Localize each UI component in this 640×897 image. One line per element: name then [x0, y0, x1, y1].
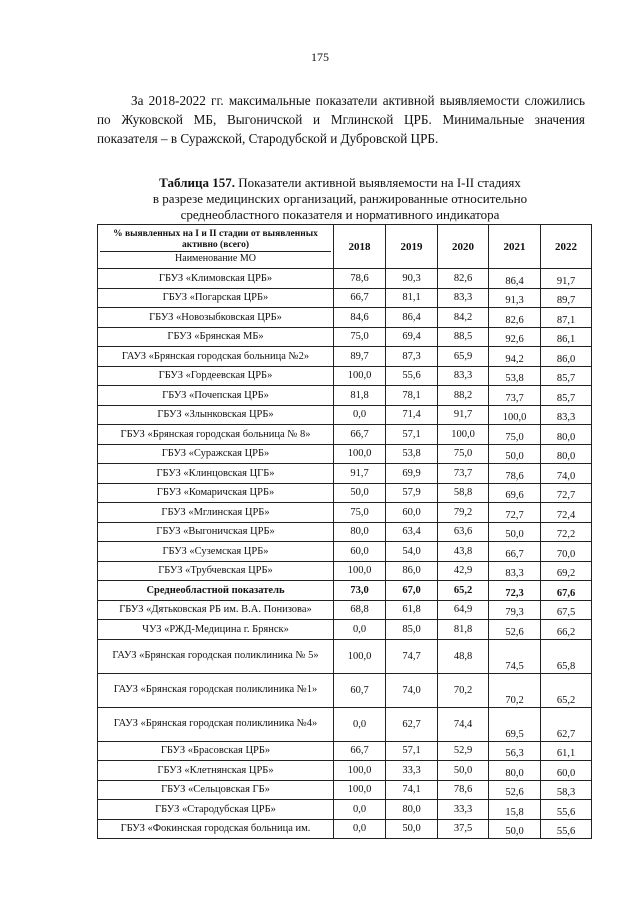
value-cell: 89,7 — [334, 347, 386, 367]
mo-name-cell: ГБУЗ «Суземская ЦРБ» — [98, 542, 334, 562]
value-cell: 50,0 — [489, 819, 541, 839]
value-cell: 86,0 — [386, 561, 438, 581]
value-cell: 87,1 — [541, 308, 592, 328]
table-row — [98, 269, 592, 289]
value-cell: 74,5 — [489, 639, 541, 673]
value-cell: 52,6 — [489, 620, 541, 640]
value-cell: 66,2 — [541, 620, 592, 640]
table-row — [98, 707, 592, 741]
caption-label: Таблица 157. — [159, 175, 235, 190]
value-cell: 84,2 — [438, 308, 489, 328]
value-cell: 100,0 — [438, 425, 489, 445]
caption-line-2: в разрезе медицинских организаций, ранжированные относительно — [152, 191, 528, 206]
value-cell: 57,1 — [386, 425, 438, 445]
value-cell: 86,4 — [386, 308, 438, 328]
mo-name-cell: ГБУЗ «Выгоничская ЦРБ» — [98, 522, 334, 542]
value-cell: 86,1 — [541, 327, 592, 347]
value-cell: 56,3 — [489, 741, 541, 761]
header-label-cell — [98, 225, 334, 269]
table-row — [98, 288, 592, 308]
value-cell: 92,6 — [489, 327, 541, 347]
page-number: 175 — [311, 50, 329, 64]
value-cell: 91,7 — [438, 405, 489, 425]
value-cell: 74,7 — [386, 639, 438, 673]
value-cell: 50,0 — [334, 483, 386, 503]
value-cell: 91,7 — [334, 464, 386, 484]
value-cell: 78,6 — [438, 780, 489, 800]
mo-name-cell: ГБУЗ «Фокинская городская больница им. — [98, 819, 334, 839]
table-body — [98, 269, 592, 839]
mo-name-cell: ГБУЗ «Трубчевская ЦРБ» — [98, 561, 334, 581]
value-cell: 72,4 — [541, 503, 592, 523]
value-cell: 65,2 — [541, 673, 592, 707]
value-cell: 100,0 — [334, 561, 386, 581]
value-cell: 75,0 — [334, 327, 386, 347]
mo-name-cell: ГБУЗ «Стародубская ЦРБ» — [98, 800, 334, 820]
value-cell: 15,8 — [489, 800, 541, 820]
intro-text: За 2018-2022 гг. максимальные показатели активной выявляемости сложились по Жуковской МБ, Выгоничской и Мглинской ЦРБ. Минимальные значения показателя – в Суражской, Стародубской и Дубровской ЦРБ. — [97, 93, 585, 146]
mo-name-cell: ГБУЗ «Суражская ЦРБ» — [98, 444, 334, 464]
value-cell: 75,0 — [438, 444, 489, 464]
intro-paragraph — [97, 91, 585, 148]
value-cell: 83,3 — [489, 561, 541, 581]
value-cell: 48,8 — [438, 639, 489, 673]
value-cell: 66,7 — [334, 288, 386, 308]
table-row — [98, 741, 592, 761]
table-row — [98, 425, 592, 445]
value-cell: 58,8 — [438, 483, 489, 503]
caption-line-1: Показатели активной выявляемости на I-II стадиях — [238, 175, 521, 190]
mo-name-cell: ГБУЗ «Комаричская ЦРБ» — [98, 483, 334, 503]
table-row — [98, 819, 592, 839]
value-cell: 72,7 — [489, 503, 541, 523]
value-cell: 64,9 — [438, 600, 489, 620]
value-cell: 0,0 — [334, 707, 386, 741]
table-row — [98, 327, 592, 347]
value-cell: 63,6 — [438, 522, 489, 542]
value-cell: 83,3 — [541, 405, 592, 425]
value-cell: 50,0 — [386, 819, 438, 839]
value-cell: 86,0 — [541, 347, 592, 367]
value-cell: 87,3 — [386, 347, 438, 367]
value-cell: 69,9 — [386, 464, 438, 484]
value-cell: 66,7 — [334, 741, 386, 761]
caption-line-3: среднеобластного показателя и нормативного индикатора — [180, 207, 500, 222]
value-cell: 0,0 — [334, 405, 386, 425]
value-cell: 37,5 — [438, 819, 489, 839]
mo-name-cell: ГБУЗ «Климовская ЦРБ» — [98, 269, 334, 289]
value-cell: 94,2 — [489, 347, 541, 367]
value-cell: 65,9 — [438, 347, 489, 367]
table-row — [98, 761, 592, 781]
value-cell: 69,5 — [489, 707, 541, 741]
value-cell: 0,0 — [334, 620, 386, 640]
value-cell: 50,0 — [489, 444, 541, 464]
value-cell: 79,3 — [489, 600, 541, 620]
value-cell: 57,1 — [386, 741, 438, 761]
header-label: % выявленных на I и II стадии от выявленных активно (всего) — [113, 229, 318, 250]
value-cell: 80,0 — [541, 444, 592, 464]
mo-name-cell: ГБУЗ «Брянская городская больница № 8» — [98, 425, 334, 445]
value-cell: 67,5 — [541, 600, 592, 620]
table-row — [98, 600, 592, 620]
value-cell: 43,8 — [438, 542, 489, 562]
value-cell: 85,7 — [541, 386, 592, 406]
value-cell: 52,9 — [438, 741, 489, 761]
value-cell: 71,4 — [386, 405, 438, 425]
value-cell: 74,1 — [386, 780, 438, 800]
value-cell: 86,4 — [489, 269, 541, 289]
value-cell: 78,6 — [334, 269, 386, 289]
mo-name-cell: ЧУЗ «РЖД-Медицина г. Брянск» — [98, 620, 334, 640]
value-cell: 69,6 — [489, 483, 541, 503]
value-cell: 81,8 — [438, 620, 489, 640]
table-row — [98, 780, 592, 800]
value-cell: 75,0 — [334, 503, 386, 523]
mo-name-cell: ГБУЗ «Гордеевская ЦРБ» — [98, 366, 334, 386]
value-cell: 57,9 — [386, 483, 438, 503]
value-cell: 62,7 — [386, 707, 438, 741]
header-year: 2018 — [334, 225, 386, 269]
table-row — [98, 366, 592, 386]
mo-name-cell: ГБУЗ «Новозыбковская ЦРБ» — [98, 308, 334, 328]
table-row — [98, 673, 592, 707]
mo-name-cell: Среднеобластной показатель — [98, 581, 334, 601]
value-cell: 73,7 — [489, 386, 541, 406]
value-cell: 73,0 — [334, 581, 386, 601]
value-cell: 100,0 — [334, 761, 386, 781]
value-cell: 88,2 — [438, 386, 489, 406]
table-row — [98, 483, 592, 503]
value-cell: 67,0 — [386, 581, 438, 601]
value-cell: 0,0 — [334, 819, 386, 839]
value-cell: 70,2 — [438, 673, 489, 707]
value-cell: 81,1 — [386, 288, 438, 308]
value-cell: 55,6 — [386, 366, 438, 386]
table-row — [98, 561, 592, 581]
value-cell: 75,0 — [489, 425, 541, 445]
value-cell: 100,0 — [334, 366, 386, 386]
value-cell: 50,0 — [438, 761, 489, 781]
value-cell: 83,3 — [438, 288, 489, 308]
value-cell: 33,3 — [386, 761, 438, 781]
value-cell: 53,8 — [386, 444, 438, 464]
value-cell: 69,4 — [386, 327, 438, 347]
value-cell: 60,0 — [541, 761, 592, 781]
table-row — [98, 522, 592, 542]
value-cell: 63,4 — [386, 522, 438, 542]
mo-name-cell: ГБУЗ «Клинцовская ЦГБ» — [98, 464, 334, 484]
value-cell: 66,7 — [334, 425, 386, 445]
value-cell: 74,0 — [541, 464, 592, 484]
mo-name-cell: ГБУЗ «Брянская МБ» — [98, 327, 334, 347]
value-cell: 91,7 — [541, 269, 592, 289]
value-cell: 58,3 — [541, 780, 592, 800]
value-cell: 79,2 — [438, 503, 489, 523]
value-cell: 61,1 — [541, 741, 592, 761]
value-cell: 80,0 — [541, 425, 592, 445]
value-cell: 100,0 — [334, 444, 386, 464]
value-cell: 91,3 — [489, 288, 541, 308]
value-cell: 100,0 — [489, 405, 541, 425]
value-cell: 88,5 — [438, 327, 489, 347]
table-row — [98, 800, 592, 820]
value-cell: 54,0 — [386, 542, 438, 562]
value-cell: 60,0 — [334, 542, 386, 562]
value-cell: 81,8 — [334, 386, 386, 406]
value-cell: 66,7 — [489, 542, 541, 562]
value-cell: 60,7 — [334, 673, 386, 707]
value-cell: 72,2 — [541, 522, 592, 542]
mo-name-cell: ГБУЗ «Дятьковская РБ им. В.А. Понизова» — [98, 600, 334, 620]
value-cell: 85,7 — [541, 366, 592, 386]
value-cell: 84,6 — [334, 308, 386, 328]
value-cell: 100,0 — [334, 639, 386, 673]
value-cell: 89,7 — [541, 288, 592, 308]
value-cell: 60,0 — [386, 503, 438, 523]
table-row — [98, 503, 592, 523]
value-cell: 80,0 — [334, 522, 386, 542]
value-cell: 72,7 — [541, 483, 592, 503]
value-cell: 100,0 — [334, 780, 386, 800]
value-cell: 74,0 — [386, 673, 438, 707]
mo-name-cell: ГАУЗ «Брянская городская поликлиника №4» — [98, 707, 334, 741]
table-row — [98, 542, 592, 562]
header-sub-label: Наименование МО — [100, 251, 331, 264]
header-year: 2020 — [438, 225, 489, 269]
value-cell: 55,6 — [541, 819, 592, 839]
table-row — [98, 464, 592, 484]
value-cell: 65,2 — [438, 581, 489, 601]
header-year: 2021 — [489, 225, 541, 269]
value-cell: 68,8 — [334, 600, 386, 620]
value-cell: 62,7 — [541, 707, 592, 741]
value-cell: 55,6 — [541, 800, 592, 820]
value-cell: 73,7 — [438, 464, 489, 484]
value-cell: 70,2 — [489, 673, 541, 707]
value-cell: 82,6 — [489, 308, 541, 328]
value-cell: 67,6 — [541, 581, 592, 601]
value-cell: 0,0 — [334, 800, 386, 820]
value-cell: 83,3 — [438, 366, 489, 386]
table-row — [98, 386, 592, 406]
value-cell: 78,6 — [489, 464, 541, 484]
value-cell: 82,6 — [438, 269, 489, 289]
mo-name-cell: ГАУЗ «Брянская городская поликлиника №1» — [98, 673, 334, 707]
value-cell: 33,3 — [438, 800, 489, 820]
table-row — [98, 405, 592, 425]
table-row — [98, 639, 592, 673]
mo-name-cell: ГАУЗ «Брянская городская поликлиника № 5» — [98, 639, 334, 673]
value-cell: 90,3 — [386, 269, 438, 289]
header-year: 2022 — [541, 225, 592, 269]
value-cell: 85,0 — [386, 620, 438, 640]
value-cell: 74,4 — [438, 707, 489, 741]
table-caption — [95, 175, 585, 223]
mo-name-cell: ГБУЗ «Почепская ЦРБ» — [98, 386, 334, 406]
value-cell: 52,6 — [489, 780, 541, 800]
table-row — [98, 581, 592, 601]
value-cell: 53,8 — [489, 366, 541, 386]
table-row — [98, 620, 592, 640]
mo-name-cell: ГБУЗ «Брасовская ЦРБ» — [98, 741, 334, 761]
value-cell: 50,0 — [489, 522, 541, 542]
header-year: 2019 — [386, 225, 438, 269]
mo-name-cell: ГБУЗ «Злынковская ЦРБ» — [98, 405, 334, 425]
value-cell: 80,0 — [386, 800, 438, 820]
mo-name-cell: ГБУЗ «Мглинская ЦРБ» — [98, 503, 334, 523]
table-row — [98, 347, 592, 367]
value-cell: 80,0 — [489, 761, 541, 781]
mo-name-cell: ГБУЗ «Погарская ЦРБ» — [98, 288, 334, 308]
mo-name-cell: ГАУЗ «Брянская городская больница №2» — [98, 347, 334, 367]
value-cell: 42,9 — [438, 561, 489, 581]
mo-name-cell: ГБУЗ «Сельцовская ГБ» — [98, 780, 334, 800]
value-cell: 65,8 — [541, 639, 592, 673]
value-cell: 70,0 — [541, 542, 592, 562]
table-row — [98, 444, 592, 464]
value-cell: 78,1 — [386, 386, 438, 406]
value-cell: 72,3 — [489, 581, 541, 601]
mo-name-cell: ГБУЗ «Клетнянская ЦРБ» — [98, 761, 334, 781]
value-cell: 61,8 — [386, 600, 438, 620]
value-cell: 69,2 — [541, 561, 592, 581]
detection-table — [97, 224, 592, 839]
table-row — [98, 308, 592, 328]
